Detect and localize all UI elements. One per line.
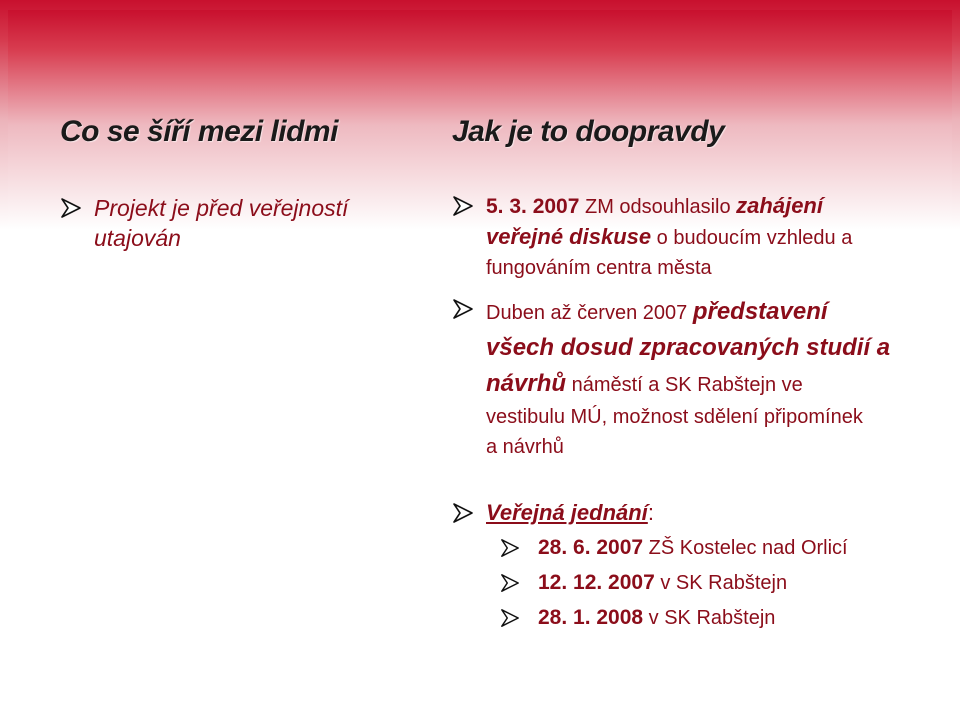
meetings-label: Veřejná jednání [486,500,648,525]
left-column [60,115,420,253]
meeting-place: v SK Rabštejn [643,607,776,629]
arrow-bullet-icon [452,502,474,524]
arrow-bullet-icon [452,298,474,320]
presentation-line-3 [486,366,890,402]
presentation-line-1 [486,294,890,330]
council-line-2 [486,222,852,253]
council-line-3: fungováním centra města [486,257,712,279]
bullet-public-meetings [452,498,654,528]
council-date: 5. 3. 2007 [486,195,580,218]
presentation-text-2: náměstí a SK Rabštejn ve [566,374,803,396]
meeting-item [500,534,958,562]
right-column [452,115,932,629]
bullet-presentation [452,294,890,462]
council-text-1: ZM odsouhlasilo [579,196,737,218]
arrow-bullet-icon [500,538,522,560]
presentation-em-1: představení [692,298,828,325]
rumor-text-line-2: utajován [94,225,181,251]
council-em-2: veřejné diskuse [486,224,652,249]
meeting-item [500,569,958,597]
meeting-place: v SK Rabštejn [654,572,788,594]
right-heading: Jak je to doopravdy [452,115,725,148]
meeting-date: 28. 1. 2008 [538,606,644,629]
presentation-line-5: a návrhů [486,436,564,458]
meeting-place: ZŠ Kostelec nad Orlicí [643,537,848,559]
presentation-em-3: návrhů [486,370,567,397]
meeting-date: 12. 12. 2007 [538,571,655,594]
arrow-bullet-icon [452,195,474,217]
council-em-1: zahájení [736,193,823,218]
meetings-colon: : [647,500,654,525]
presentation-line-4: vestibulu MÚ, možnost sdělení připomínek [486,406,863,428]
presentation-text-1: Duben až červen 2007 [486,302,693,324]
presentation-em-2: všech dosud zpracovaných studií a [486,334,891,361]
rumor-bullet [60,193,420,253]
arrow-bullet-icon [500,573,522,595]
rumor-text-line-1: Projekt je před veřejností [94,195,349,221]
left-heading: Co se šíří mezi lidmi [60,115,338,148]
council-line-1 [486,191,852,222]
arrow-bullet-icon [500,608,522,630]
arrow-bullet-icon [60,197,82,219]
council-text-2: o budoucím vzhledu a [651,227,853,249]
meetings-heading [486,498,654,528]
meeting-date: 28. 6. 2007 [538,536,644,559]
bullet-council-decision [452,191,852,283]
meeting-item [500,604,958,632]
